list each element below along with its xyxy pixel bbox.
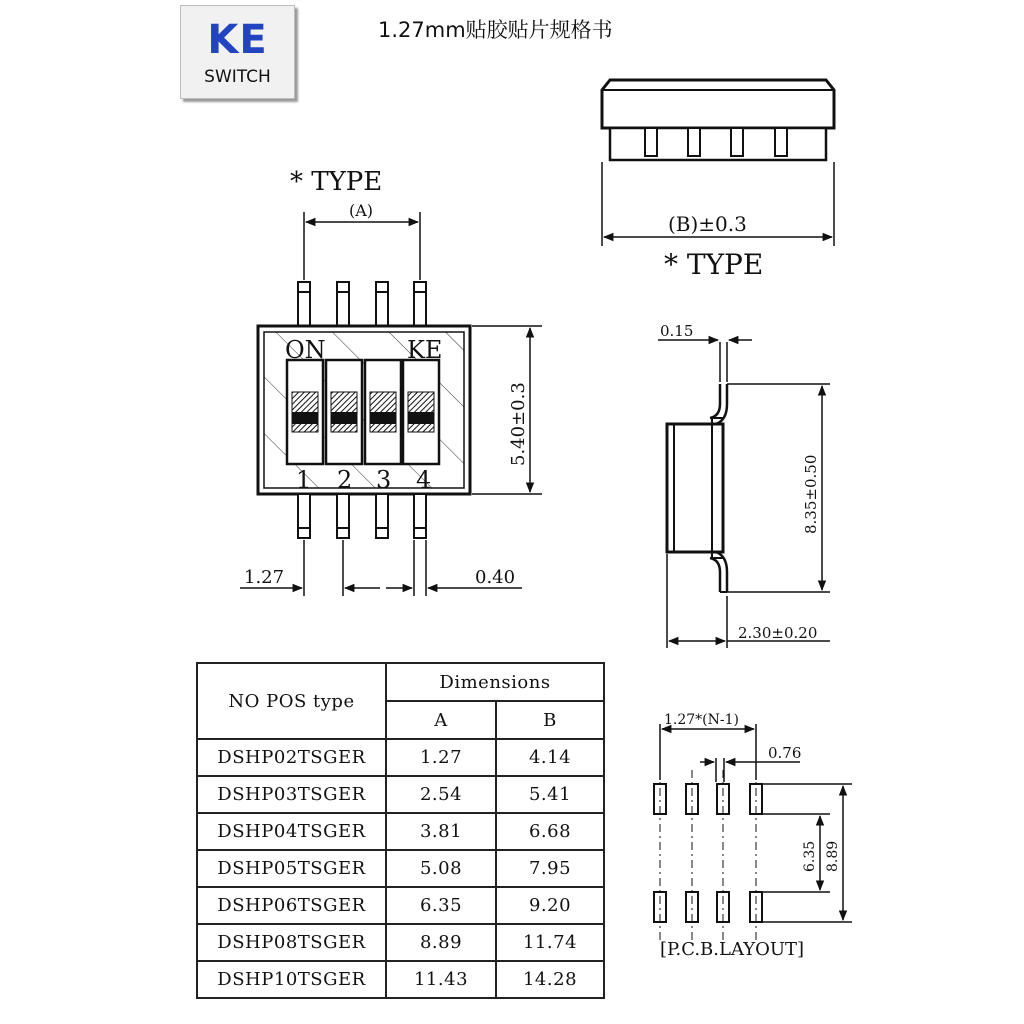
position-number: 3 [376,466,392,494]
header-a: A [386,701,496,739]
table-row [197,924,604,961]
position-number: 2 [337,466,353,494]
dim-body-height-label: 2.30±0.20 [738,624,818,642]
document-title: 1.27mm贴胶贴片规格书 [378,18,613,42]
dimensions-table [196,662,605,999]
table-row [197,850,604,887]
cell-a: 2.54 [386,776,496,813]
actuator-slots [287,360,439,464]
dim-height-label: 5.40±0.3 [508,382,529,466]
cell-type: DSHP08TSGER [197,924,386,961]
marking-on: ON [285,336,326,364]
dim-lead-width-label: 0.40 [475,567,516,588]
cell-a: 11.43 [386,961,496,998]
cell-type: DSHP03TSGER [197,776,386,813]
front-type-note: * TYPE [664,248,764,281]
bottom-leads [298,494,426,538]
table-row [197,776,604,813]
position-number: 1 [296,466,312,494]
table-row [197,887,604,924]
side-view [658,322,830,648]
header-type: NO POS type [197,663,386,739]
position-number: 4 [416,466,432,494]
header-dimensions: Dimensions [386,663,604,701]
cell-a: 1.27 [386,739,496,776]
top-view [240,167,542,596]
cell-type: DSHP04TSGER [197,813,386,850]
dim-a-label: (A) [349,201,374,220]
cell-a: 6.35 [386,887,496,924]
dim-overall-label: 8.35±0.50 [802,454,820,534]
marking-ke: KE [407,336,443,364]
dim-inner-label: 6.35 [802,840,818,872]
header-b: B [496,701,604,739]
pcb-layout [654,712,852,960]
cell-type: DSHP06TSGER [197,887,386,924]
table-row [197,813,604,850]
cell-a: 5.08 [386,850,496,887]
dim-outer-label: 8.89 [825,840,841,872]
top-type-note: * TYPE [290,167,383,197]
cell-b: 7.95 [496,850,604,887]
cell-b: 11.74 [496,924,604,961]
cell-b: 4.14 [496,739,604,776]
cell-a: 3.81 [386,813,496,850]
logo-main-text: KE [207,17,268,63]
cell-a: 8.89 [386,924,496,961]
cell-type: DSHP02TSGER [197,739,386,776]
cell-b: 6.68 [496,813,604,850]
pcb-layout-label: [P.C.B.LAYOUT] [660,939,805,960]
cell-b: 5.41 [496,776,604,813]
lower-pads [654,892,762,922]
dim-pad-width-label: 0.76 [768,744,802,762]
top-leads [298,282,426,326]
cell-type: DSHP05TSGER [197,850,386,887]
logo-sub-text: SWITCH [204,67,271,87]
front-view [602,80,834,281]
cell-b: 9.20 [496,887,604,924]
table-row [197,961,604,998]
dim-span-label: 1.27*(N-1) [664,712,739,728]
table-row [197,739,604,776]
dim-lead-thickness-label: 0.15 [660,322,694,340]
dim-b-label: (B)±0.3 [668,212,747,236]
cell-b: 14.28 [496,961,604,998]
cell-type: DSHP10TSGER [197,961,386,998]
upper-pads [654,784,762,814]
dim-pitch-label: 1.27 [244,567,285,588]
